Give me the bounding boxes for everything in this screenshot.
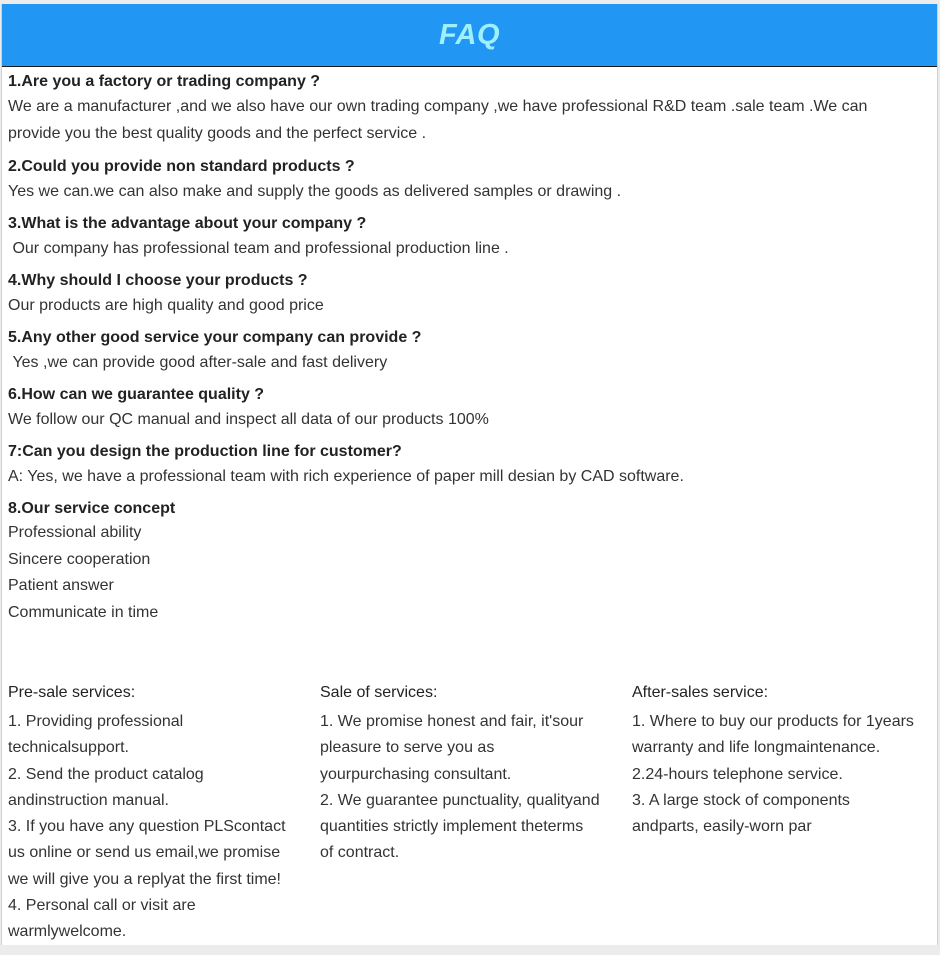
after-sales-line: warranty and life longmaintenance. bbox=[632, 739, 881, 757]
faq-answer-3: Our company has professional team and professional production line . bbox=[8, 240, 509, 257]
pre-sale-line: us online or send us email,we promise bbox=[8, 844, 281, 862]
faq-answer-1-line-1: We are a manufacturer ,and we also have our own trading company ,we have professional R&D team .sale team .We can bbox=[8, 98, 868, 115]
sale-services bbox=[320, 681, 632, 946]
pre-sale-line: technicalsupport. bbox=[8, 739, 129, 757]
faq-question-6: 6.How can we guarantee quality ? bbox=[8, 386, 265, 403]
faq-question-1: 1.Are you a factory or trading company ? bbox=[8, 73, 321, 90]
pre-sale-line: warmlywelcome. bbox=[8, 923, 127, 941]
faq-list bbox=[2, 71, 937, 626]
faq-item-1 bbox=[8, 71, 937, 147]
after-sales-line: 3. A large stock of components bbox=[632, 791, 850, 809]
faq-answer-7: A: Yes, we have a professional team with rich experience of paper mill desian by CAD software. bbox=[8, 468, 684, 485]
sale-line: 2. We guarantee punctuality, qualityand bbox=[320, 791, 600, 809]
after-sales-title: After-sales service: bbox=[632, 684, 769, 701]
pre-sale-line: 3. If you have any question PLScontact bbox=[8, 818, 286, 836]
faq-answer-2: Yes we can.we can also make and supply the goods as delivered samples or drawing . bbox=[8, 183, 622, 200]
after-sales-line: andparts, easily-worn par bbox=[632, 818, 812, 836]
pre-sale-line: andinstruction manual. bbox=[8, 791, 169, 809]
sale-line: of contract. bbox=[320, 844, 400, 862]
faq-question-3: 3.What is the advantage about your company ? bbox=[8, 215, 367, 232]
faq-answer-1-line-2: provide you the best quality goods and the perfect service . bbox=[8, 125, 427, 142]
faq-item-5 bbox=[8, 327, 937, 376]
sale-line: yourpurchasing consultant. bbox=[320, 765, 512, 783]
faq-answer-4: Our products are high quality and good price bbox=[8, 297, 324, 314]
concept-item-3: Patient answer bbox=[8, 577, 114, 594]
faq-question-4: 4.Why should I choose your products ? bbox=[8, 272, 308, 289]
after-sales-line: 2.24-hours telephone service. bbox=[632, 765, 843, 783]
pre-sale-line: 2. Send the product catalog bbox=[8, 765, 204, 783]
concept-item-1: Professional ability bbox=[8, 524, 142, 541]
faq-question-2: 2.Could you provide non standard products ? bbox=[8, 158, 355, 175]
faq-item-7 bbox=[8, 441, 937, 490]
service-concept bbox=[8, 498, 937, 626]
after-sales-line: 1. Where to buy our products for 1years bbox=[632, 713, 914, 730]
faq-item-3 bbox=[8, 213, 937, 262]
pre-sale-title: Pre-sale services: bbox=[8, 684, 136, 701]
faq-question-7: 7:Can you design the production line for customer? bbox=[8, 443, 402, 460]
faq-answer-5: Yes ,we can provide good after-sale and fast delivery bbox=[8, 354, 388, 371]
pre-sale-line: 4. Personal call or visit are bbox=[8, 897, 196, 915]
service-concept-title: 8.Our service concept bbox=[8, 500, 176, 517]
faq-question-5: 5.Any other good service your company can provide ? bbox=[8, 329, 422, 346]
faq-item-6 bbox=[8, 384, 937, 433]
faq-answer-6: We follow our QC manual and inspect all data of our products 100% bbox=[8, 411, 489, 428]
concept-item-4: Communicate in time bbox=[8, 603, 159, 621]
faq-banner bbox=[2, 4, 937, 67]
banner-title: FAQ bbox=[438, 18, 501, 51]
after-sales-services bbox=[632, 681, 936, 946]
pre-sale-services bbox=[8, 681, 320, 946]
services-section bbox=[8, 681, 936, 946]
faq-item-4 bbox=[8, 270, 937, 319]
sale-line: quantities strictly implement theterms bbox=[320, 818, 584, 836]
sale-title: Sale of services: bbox=[320, 684, 438, 701]
sale-line: 1. We promise honest and fair, it'sour bbox=[320, 713, 584, 730]
faq-page bbox=[1, 4, 938, 945]
concept-item-2: Sincere cooperation bbox=[8, 550, 151, 568]
faq-item-2 bbox=[8, 156, 937, 205]
pre-sale-line: 1. Providing professional bbox=[8, 713, 184, 730]
sale-line: pleasure to serve you as bbox=[320, 739, 495, 757]
pre-sale-line: we will give you a replyat the first time! bbox=[8, 870, 281, 888]
